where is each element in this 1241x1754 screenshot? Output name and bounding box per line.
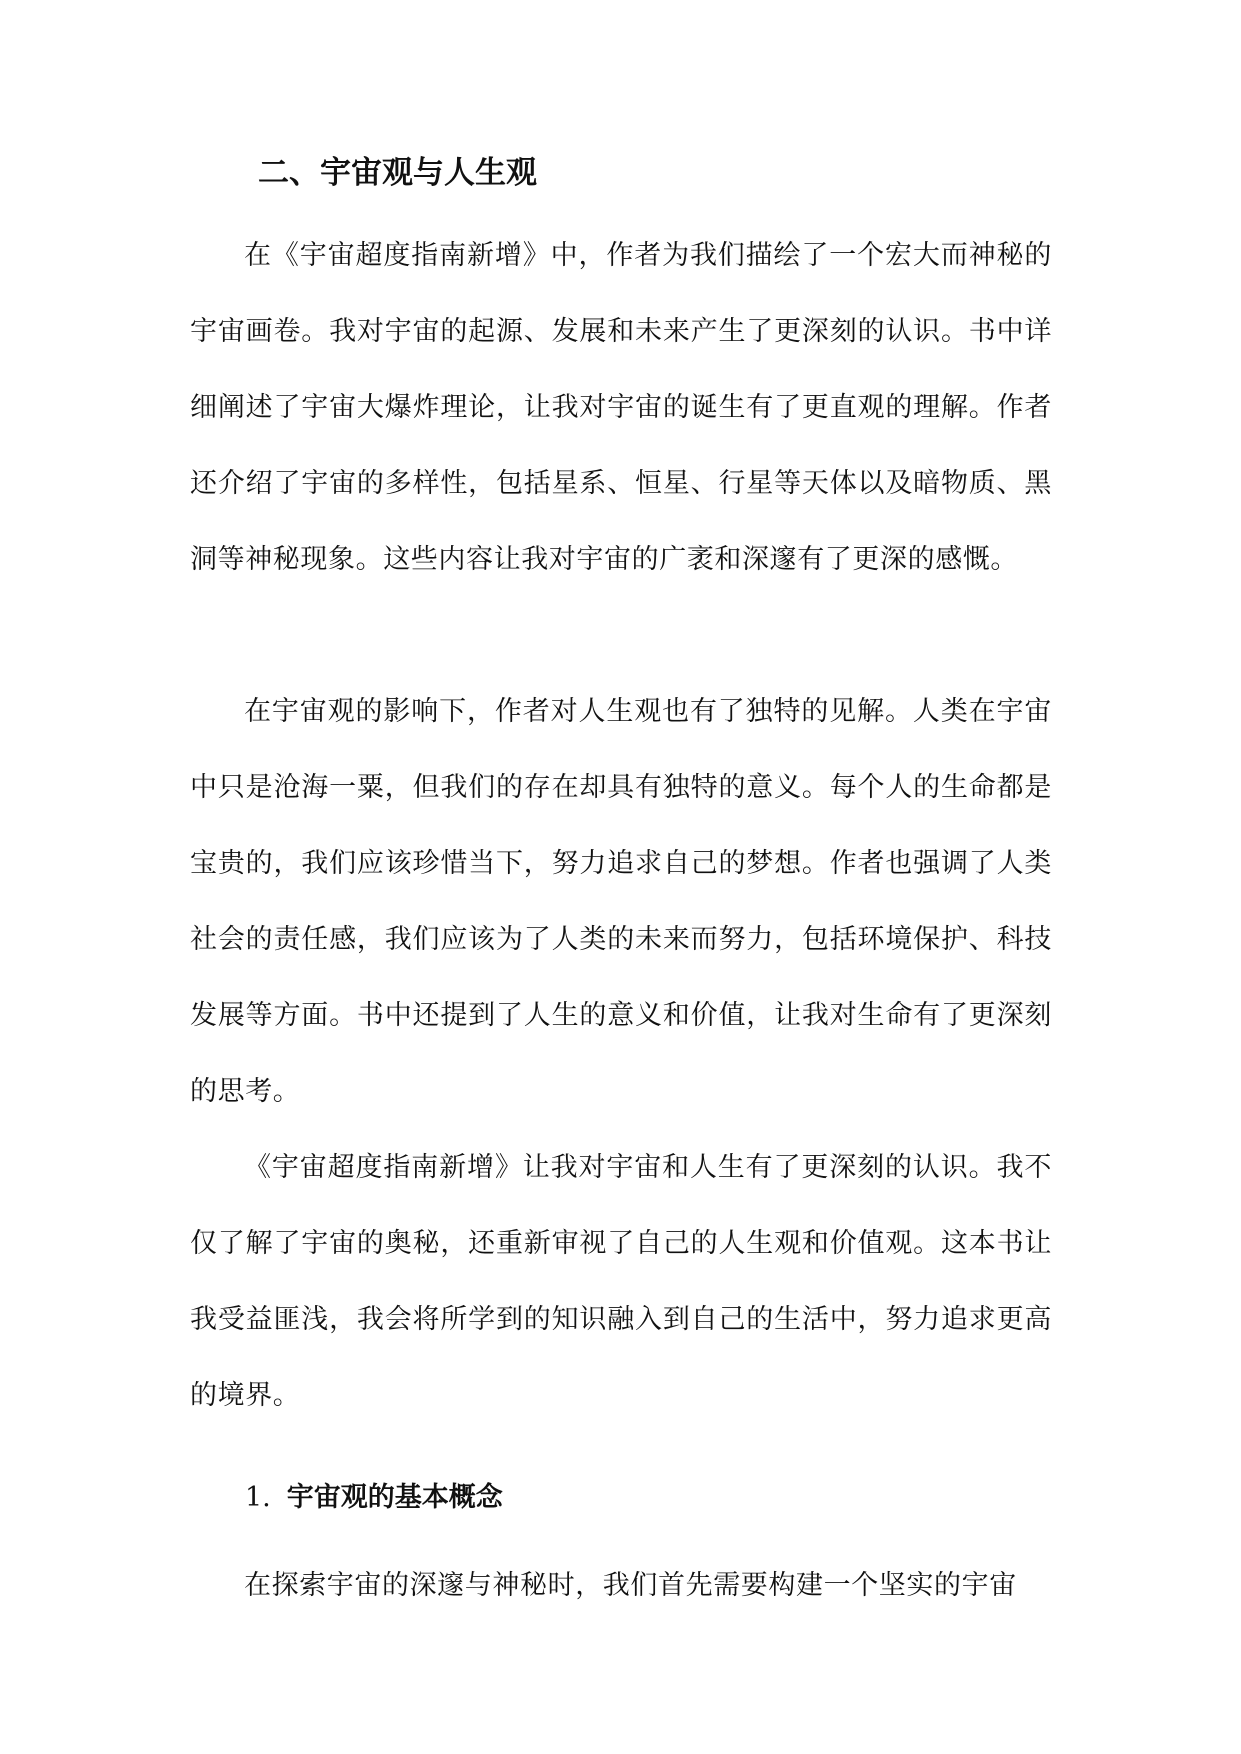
subsection-number: 1. [245, 1482, 271, 1513]
paragraph-cosmology: 在《宇宙超度指南新增》中，作者为我们描绘了一个宏大而神秘的宇宙画卷。我对宇宙的起源、发展和未来产生了更深刻的认识。书中详细阐述了宇宙大爆炸理论，让我对宇宙的诞生有了更直观的理解。作者还介绍了宇宙的多样性，包括星系、恒星、行星等天体以及暗物质、黑洞等神秘现象。这些内容让我对宇宙的广袤和深邃有了更深的感慨。 [190, 240, 1052, 575]
section-heading: 二、宇宙观与人生观 [258, 155, 537, 191]
paragraph-life-view: 在宇宙观的影响下，作者对人生观也有了独特的见解。人类在宇宙中只是沧海一粟，但我们的存在却具有独特的意义。每个人的生命都是宝贵的，我们应该珍惜当下，努力追求自己的梦想。作者也强调了人类社会的责任感，我们应该为了人类的未来而努力，包括环境保护、科技发展等方面。书中还提到了人生的意义和价值，让我对生命有了更深刻的思考。 [190, 696, 1052, 1107]
paragraph-conclusion: 《宇宙超度指南新增》让我对宇宙和人生有了更深刻的认识。我不仅了解了宇宙的奥秘，还重新审视了自己的人生观和价值观。这本书让我受益匪浅，我会将所学到的知识融入到自己的生活中，努力追求更高的境界。 [190, 1152, 1052, 1411]
subsection-heading [245, 1478, 503, 1518]
paragraph-basic-concept: 在探索宇宙的深邃与神秘时，我们首先需要构建一个坚实的宇宙 [244, 1570, 1017, 1601]
subsection-title: 宇宙观的基本概念 [286, 1482, 503, 1513]
